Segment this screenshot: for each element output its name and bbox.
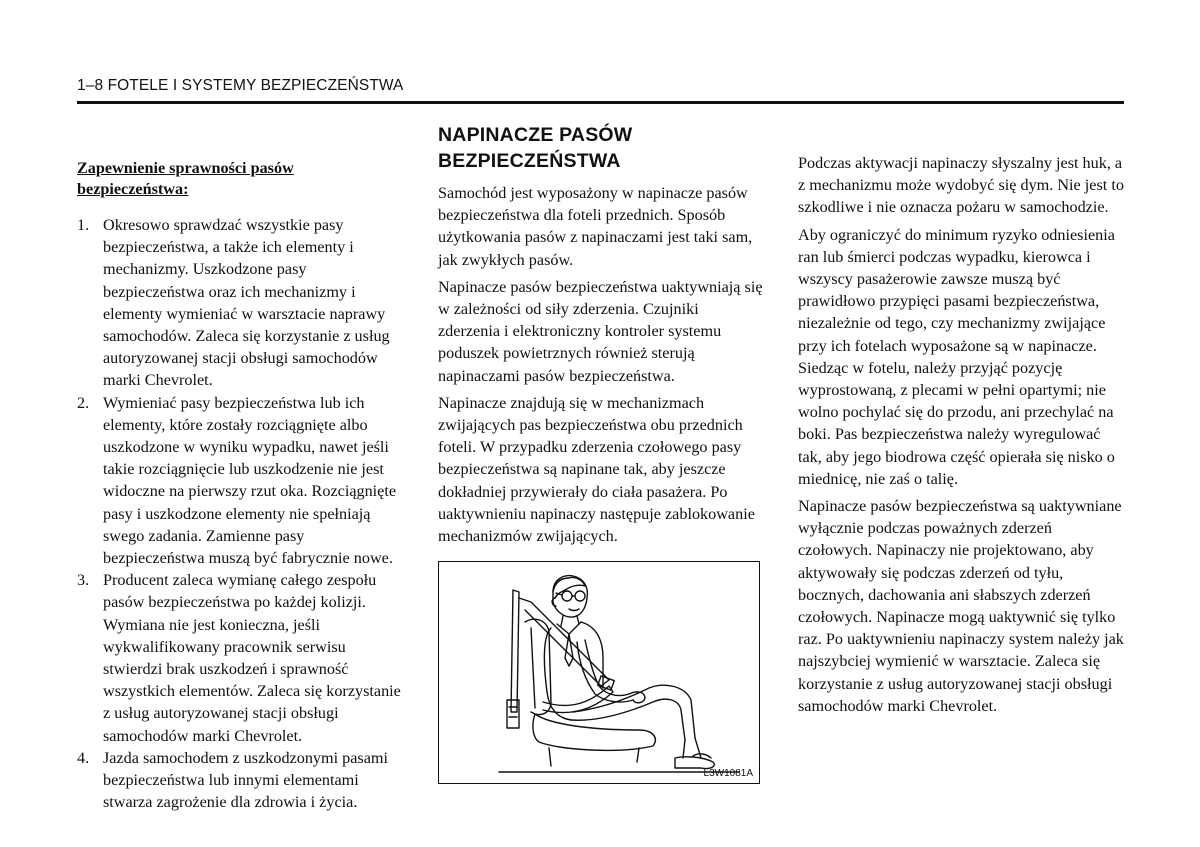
list-item-number: 2. [77,393,90,412]
paragraph: Podczas aktywacji napinaczy słyszalny jest huk, a z mechanizmu może wydobyć się dym. Nie jest to szkodliwe i nie oznacza pożaru w samochodzie. [798,154,1124,217]
section-title-line: BEZPIECZEŃSTWA [438,150,621,172]
section-title [438,122,764,174]
figure-code: L3W1081A [703,768,753,779]
subheading: Zapewnienie sprawności pasów bezpieczeństwa: [77,159,294,198]
paragraph: Samochód jest wyposażony w napinacze pasów bezpieczeństwa dla foteli przednich. Sposób użytkowania pasów z napinaczami jest taki sam, jak zwykłych pasów. [438,184,753,269]
list-item-text: Producent zaleca wymianę całego zespołu pasów bezpieczeństwa po każdej kolizji. Wymiana nie jest konieczna, jeśli wykwalifikowany pracownik serwisu stwierdzi brak uszkodzeń i sprawność wszystkich elementów. Zaleca się korzystanie z usług autoryzowanej stacji obsługi samochodów marki Chevrolet. [103,571,401,745]
page-header: 1–8 FOTELE I SYSTEMY BEZPIECZEŃSTWA [77,77,404,94]
list-item-text: Jazda samochodem z uszkodzonymi pasami bezpieczeństwa lub innymi elementami stwarza zagrożenie dla zdrowia i życia. [103,748,388,812]
paragraph: Napinacze pasów bezpieczeństwa uaktywniają się w zależności od siły zderzenia. Czujniki zderzenia i elektroniczny kontroler systemu poduszek powietrznych również sterują napinaczami pasów bezpieczeństwa. [438,277,763,385]
maintenance-list [77,214,409,813]
header-rule [77,101,1124,104]
middle-column [438,122,764,552]
list-item-text: Okresowo sprawdzać wszystkie pasy bezpieczeństwa, a także ich elementy i mechanizmy. Uszkodzone pasy bezpieczeństwa oraz ich mechanizmy i elementy wymieniać w warsztacie naprawy samochodów. Zaleca się korzystanie z usług autoryzowanej stacji obsługi samochodów marki Chevrolet. [103,216,390,390]
paragraph: Napinacze pasów bezpieczeństwa są uaktywniane wyłącznie podczas poważnych zderzeń czołowych. Napinaczy nie projektowano, aby aktywowały się podczas zderzeń od tyłu, bocznych, dachowania ani słabszych zderzeń czołowych. Napinacze mogą uaktywnić się tylko raz. Po uaktywnieniu napinaczy system należy jak najszybciej wymienić w warsztacie. Zaleca się korzystanie z usług autoryzowanej stacji obsługi samochodów marki Chevrolet. [798,497,1124,715]
paragraph: Napinacze znajdują się w mechanizmach zwijających pas bezpieczeństwa obu przednich foteli. W przypadku zderzenia czołowego pasy bezpieczeństwa są napinane tak, aby jeszcze dokładniej przywierały do ciała pasażera. Po uaktywnieniu napinaczy następuje zablokowanie mechanizmów zwijających. [438,393,755,546]
seated-person-drawing [439,562,759,783]
left-column [77,158,409,813]
list-item-number: 1. [77,216,90,234]
list-item-text: Wymieniać pasy bezpieczeństwa lub ich elementy, które zostały rozciągnięte albo uszkodzone w wyniku wypadku, nawet jeśli takie rozciągnięcie lub uszkodzenie nie jest widoczne na pierwszy rzut oka. Rozciągnięte pasy i uszkodzone elementy nie spełniają swego zadania. Zamienne pasy bezpieczeństwa muszą być fabrycznie nowe. [103,393,397,568]
paragraph: Aby ograniczyć do minimum ryzyko odniesienia ran lub śmierci podczas wypadku, kierowca i wszyscy pasażerowie zawsze muszą być prawidłowo przypięci pasami bezpieczeństwa, niezależnie od tego, czy mechanizmy zwijające przy ich fotelach wyposażone są w napinacze. Siedząc w fotelu, należy przyjąć pozycję wyprostowaną, z plecami w pełni opartymi; nie wolno pochylać się do przodu, ani przechylać na boki. Pas bezpieczeństwa należy wyregulować tak, aby jego biodrowa część opierała się nisko o miednicę, nie zaś o talię. [798,225,1115,488]
list-item [77,214,409,392]
list-item-number: 4. [77,748,90,767]
list-item [77,747,409,814]
list-item-number: 3. [77,571,90,590]
list-item [77,392,409,570]
list-item [77,569,409,747]
seatbelt-illustration [438,561,760,784]
right-column [798,152,1128,722]
section-title-line: NAPINACZE PASÓW [438,124,633,146]
